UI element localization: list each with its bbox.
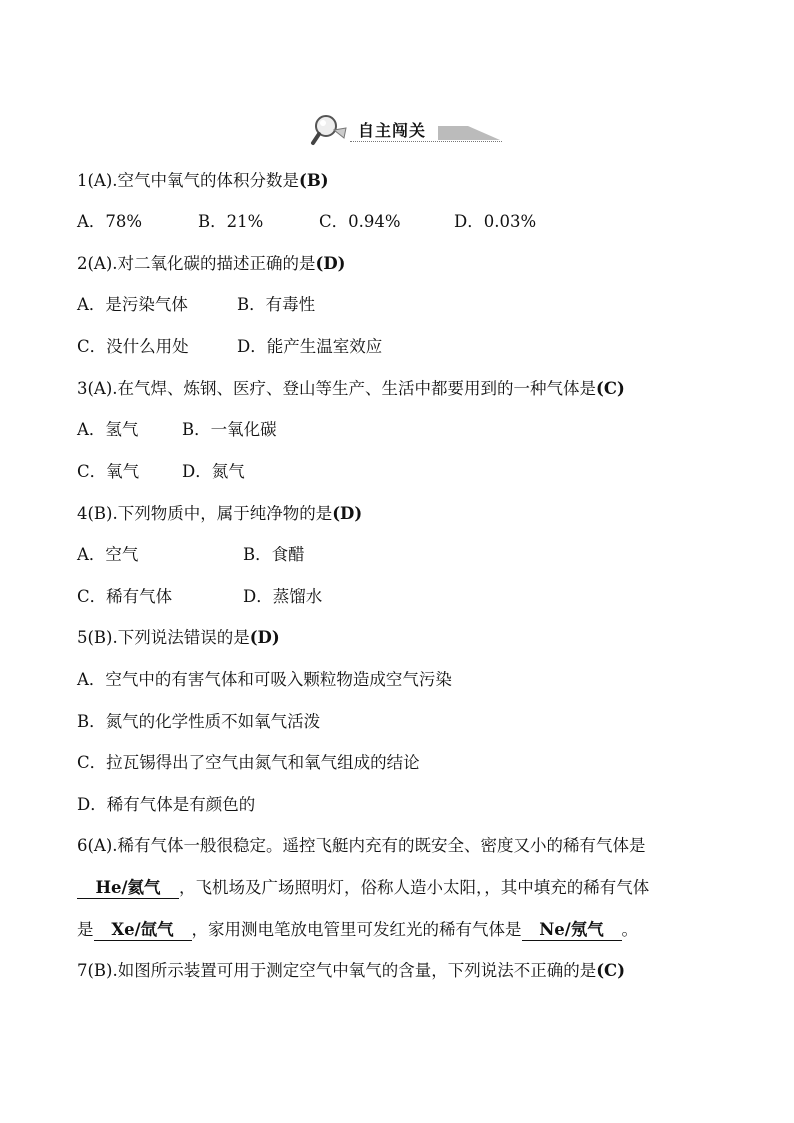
option-d: D．能产生温室效应 — [237, 337, 383, 356]
fill-blank-1: He/氦气 — [77, 878, 179, 899]
question-3-answer: (C) — [596, 379, 625, 398]
section-header — [310, 114, 500, 146]
question-2-answer: (D) — [315, 254, 346, 273]
question-3-options-row1 — [77, 419, 277, 441]
question-2-options-row1 — [77, 294, 315, 316]
question-7-answer: (C) — [596, 961, 625, 980]
option-b: B．氮气的化学性质不如氧气活泼 — [77, 712, 321, 731]
question-5-answer: (D) — [249, 628, 280, 647]
question-4-options-row2 — [77, 586, 322, 608]
question-4-options-row1 — [77, 544, 305, 566]
option-a: A．78% — [77, 212, 143, 231]
question-4-answer: (D) — [332, 504, 363, 523]
option-a: A．空气中的有害气体和可吸入颗粒物造成空气污染 — [77, 670, 452, 689]
option-a: A．氢气 — [77, 420, 139, 439]
question-6-line-1: 6(A).稀有气体一般很稳定。遥控飞艇内充有的既安全、密度又小的稀有气体是 — [77, 836, 646, 855]
option-b: B．21% — [198, 212, 264, 231]
option-b: B．一氧化碳 — [182, 420, 277, 439]
option-a: A．是污染气体 — [77, 295, 188, 314]
option-c: C．没什么用处 — [77, 337, 189, 356]
fill-blank-3: Ne/氖气 — [522, 920, 622, 941]
option-c: C．拉瓦锡得出了空气由氮气和氧气组成的结论 — [77, 753, 420, 772]
question-6-line-2: He/氦气 ，飞机场及广场照明灯，俗称人造小太阳，，其中填充的稀有气体 — [77, 877, 649, 899]
question-4-stem: 4(B).下列物质中，属于纯净物的是(D) — [77, 504, 363, 523]
question-2-stem: 2(A).对二氧化碳的描述正确的是(D) — [77, 254, 346, 273]
header-rule — [350, 141, 502, 142]
option-c: C．0.94% — [319, 212, 401, 231]
question-1-stem: 1(A).空气中氧气的体积分数是(B) — [77, 171, 329, 190]
option-c: C．稀有气体 — [77, 587, 173, 606]
option-a: A．空气 — [77, 545, 139, 564]
fill-blank-2: Xe/氙气 — [94, 920, 192, 941]
section-title: 自主闯关 — [358, 121, 427, 140]
option-c: C．氧气 — [77, 462, 140, 481]
question-2-options-row2 — [77, 336, 382, 358]
question-3-options-row2 — [77, 461, 245, 483]
header-wedge-decoration — [438, 126, 502, 142]
option-d: D．蒸馏水 — [243, 587, 323, 606]
question-7-stem: 7(B).如图所示装置可用于测定空气中氧气的含量，下列说法不正确的是(C) — [77, 961, 625, 980]
question-1-options — [77, 211, 536, 233]
option-d: D．氮气 — [182, 462, 245, 481]
question-6-line-3: 是 Xe/氙气 ，家用测电笔放电管里可发红光的稀有气体是 Ne/氖气 。 — [77, 920, 638, 939]
option-d: D．稀有气体是有颜色的 — [77, 795, 256, 814]
question-5-stem: 5(B).下列说法错误的是(D) — [77, 628, 280, 647]
magnifier-icon — [310, 114, 350, 146]
option-b: B．食醋 — [243, 545, 305, 564]
option-d: D．0.03% — [454, 212, 537, 231]
question-3-stem: 3(A).在气焊、炼钢、医疗、登山等生产、生活中都要用到的一种气体是(C) — [77, 379, 625, 398]
option-b: B．有毒性 — [237, 295, 316, 314]
question-1-answer: (B) — [299, 171, 329, 190]
